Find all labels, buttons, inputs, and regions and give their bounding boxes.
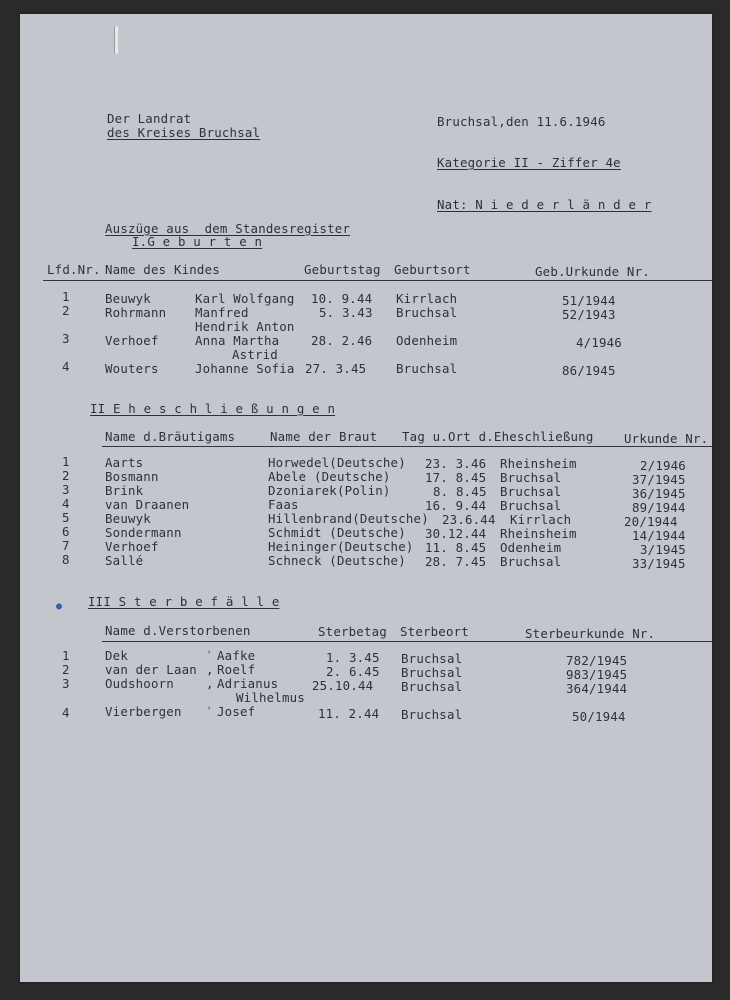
certificate-no: 983/1945 [566, 667, 628, 682]
certificate-no: 50/1944 [572, 709, 626, 724]
birth-place: Bruchsal [396, 361, 458, 376]
death-place: Bruchsal [401, 679, 463, 694]
office-line-1: Der Landrat [107, 111, 192, 126]
births-title: I.G e b u r t e n [132, 234, 263, 249]
certificate-no: 52/1943 [562, 307, 616, 322]
bride-name: Abele (Deutsche) [268, 469, 391, 484]
marriage-place: Bruchsal [500, 484, 562, 499]
marriage-date: 11. 8.45 [425, 540, 487, 555]
given-names: Anna Martha [195, 333, 280, 348]
row-number: 6 [62, 524, 70, 539]
name-separator: , [206, 662, 214, 677]
birth-date: 10. 9.44 [311, 291, 373, 306]
certificate-no: 33/1945 [632, 556, 686, 571]
bride-name: Hillenbrand(Deutsche) [268, 511, 429, 526]
certificate-no: 3/1945 [640, 542, 686, 557]
given-names: Johanne Sofia [195, 361, 295, 376]
groom-name: Bosmann [105, 469, 159, 484]
deaths-header-date: Sterbetag [318, 624, 387, 639]
nationality: Nat: N i e d e r l ä n d e r [437, 197, 652, 212]
marriage-place: Rheinsheim [500, 456, 577, 471]
excerpt-title: Auszüge aus dem Standesregister [105, 221, 351, 236]
birth-date: 28. 2.46 [311, 333, 373, 348]
groom-name: Brink [105, 483, 144, 498]
marriage-place: Kirrlach [510, 512, 572, 527]
pen-mark: ʼ [206, 706, 213, 717]
row-number: 1 [62, 289, 70, 304]
row-number: 1 [62, 648, 70, 663]
name-separator: , [206, 676, 214, 691]
groom-name: Sondermann [105, 525, 182, 540]
marriage-date: 8. 8.45 [433, 484, 487, 499]
bride-name: Horwedel(Deutsche) [268, 455, 406, 470]
certificate-no: 37/1945 [632, 472, 686, 487]
marriage-place: Bruchsal [500, 470, 562, 485]
given-names: Adrianus [217, 676, 279, 691]
bride-name: Dzoniarek(Polin) [268, 483, 391, 498]
birth-place: Kirrlach [396, 291, 458, 306]
row-number: 8 [62, 552, 70, 567]
surname: Wouters [105, 361, 159, 376]
given-names: Josef [217, 704, 256, 719]
given-names-cont: Astrid [232, 347, 278, 362]
marriages-header-groom: Name d.Bräutigams [105, 429, 236, 444]
marriage-place: Rheinsheim [500, 526, 577, 541]
marriages-header-date-place: Tag u.Ort d.Eheschließung [402, 429, 594, 444]
marriages-header-bride: Name der Braut [270, 429, 378, 444]
births-header-rule [43, 280, 712, 281]
groom-name: Sallé [105, 553, 144, 568]
row-number: 2 [62, 468, 70, 483]
staple-mark [114, 26, 118, 54]
document-page [20, 14, 712, 982]
office-line-2: des Kreises Bruchsal [107, 125, 261, 140]
death-place: Bruchsal [401, 665, 463, 680]
birth-date: 5. 3.43 [319, 305, 373, 320]
certificate-no: 36/1945 [632, 486, 686, 501]
marriage-date: 30.12.44 [425, 526, 487, 541]
death-place: Bruchsal [401, 707, 463, 722]
surname: Verhoef [105, 333, 159, 348]
certificate-no: 2/1946 [640, 458, 686, 473]
birth-date: 27. 3.45 [305, 361, 367, 376]
row-number: 3 [62, 482, 70, 497]
row-number: 5 [62, 510, 70, 525]
bride-name: Faas [268, 497, 299, 512]
category: Kategorie II - Ziffer 4e [437, 155, 621, 170]
bride-name: Schmidt (Deutsche) [268, 525, 406, 540]
groom-name: Aarts [105, 455, 144, 470]
death-date: 25.10.44 [312, 678, 374, 693]
row-number: 3 [62, 331, 70, 346]
row-number: 4 [62, 496, 70, 511]
row-number: 2 [62, 303, 70, 318]
marriage-date: 23. 3.46 [425, 456, 487, 471]
certificate-no: 51/1944 [562, 293, 616, 308]
given-names: Roelf [217, 662, 256, 677]
marriage-date: 23.6.44 [442, 512, 496, 527]
surname: Dek [105, 648, 128, 663]
groom-name: Verhoef [105, 539, 159, 554]
marriages-title: II E h e s c h l i e ß u n g e n [90, 401, 336, 416]
births-header-place: Geburtsort [394, 262, 471, 277]
certificate-no: 20/1944 [624, 514, 678, 529]
marriage-date: 16. 9.44 [425, 498, 487, 513]
certificate-no: 89/1944 [632, 500, 686, 515]
place-date: Bruchsal,den 11.6.1946 [437, 114, 606, 129]
death-date: 1. 3.45 [326, 650, 380, 665]
given-names: Aafke [217, 648, 256, 663]
death-place: Bruchsal [401, 651, 463, 666]
given-names: Manfred [195, 305, 249, 320]
deaths-header-place: Sterbeort [400, 624, 469, 639]
deaths-title: III S t e r b e f ä l l e [88, 594, 280, 609]
given-names-cont: Hendrik Anton [195, 319, 295, 334]
certificate-no: 86/1945 [562, 363, 616, 378]
death-date: 11. 2.44 [318, 706, 380, 721]
surname: Vierbergen [105, 704, 182, 719]
row-number: 7 [62, 538, 70, 553]
births-header-name: Name des Kindes [105, 262, 220, 277]
given-names-cont: Wilhelmus [236, 690, 305, 705]
given-names: Karl Wolfgang [195, 291, 295, 306]
marriages-header-cert: Urkunde Nr. [624, 431, 709, 446]
pen-mark: ʼ [206, 650, 213, 661]
marriage-date: 17. 8.45 [425, 470, 487, 485]
marriage-place: Bruchsal [500, 498, 562, 513]
certificate-no: 364/1944 [566, 681, 628, 696]
births-header-no: Lfd.Nr. [47, 262, 101, 277]
marriage-place: Bruchsal [500, 554, 562, 569]
certificate-no: 14/1944 [632, 528, 686, 543]
birth-place: Odenheim [396, 333, 458, 348]
row-number: 4 [62, 705, 70, 720]
surname: Rohrmann [105, 305, 167, 320]
certificate-no: 782/1945 [566, 653, 628, 668]
row-number: 3 [62, 676, 70, 691]
certificate-no: 4/1946 [576, 335, 622, 350]
bride-name: Heininger(Deutsche) [268, 539, 414, 554]
row-number: 4 [62, 359, 70, 374]
marriage-date: 28. 7.45 [425, 554, 487, 569]
death-date: 2. 6.45 [326, 664, 380, 679]
marriage-place: Odenheim [500, 540, 562, 555]
surname: Oudshoorn [105, 676, 174, 691]
deaths-header-cert: Sterbeurkunde Nr. [525, 626, 656, 641]
deaths-header-rule [102, 641, 712, 642]
birth-place: Bruchsal [396, 305, 458, 320]
bride-name: Schneck (Deutsche) [268, 553, 406, 568]
births-header-date: Geburtstag [304, 262, 381, 277]
births-header-cert: Geb.Urkunde Nr. [535, 264, 650, 279]
surname: Beuwyk [105, 291, 151, 306]
pen-mark: ● [56, 601, 63, 612]
row-number: 1 [62, 454, 70, 469]
surname: van der Laan [105, 662, 197, 677]
groom-name: van Draanen [105, 497, 190, 512]
groom-name: Beuwyk [105, 511, 151, 526]
marriages-header-rule [102, 446, 712, 447]
deaths-header-name: Name d.Verstorbenen [105, 623, 251, 638]
row-number: 2 [62, 662, 70, 677]
